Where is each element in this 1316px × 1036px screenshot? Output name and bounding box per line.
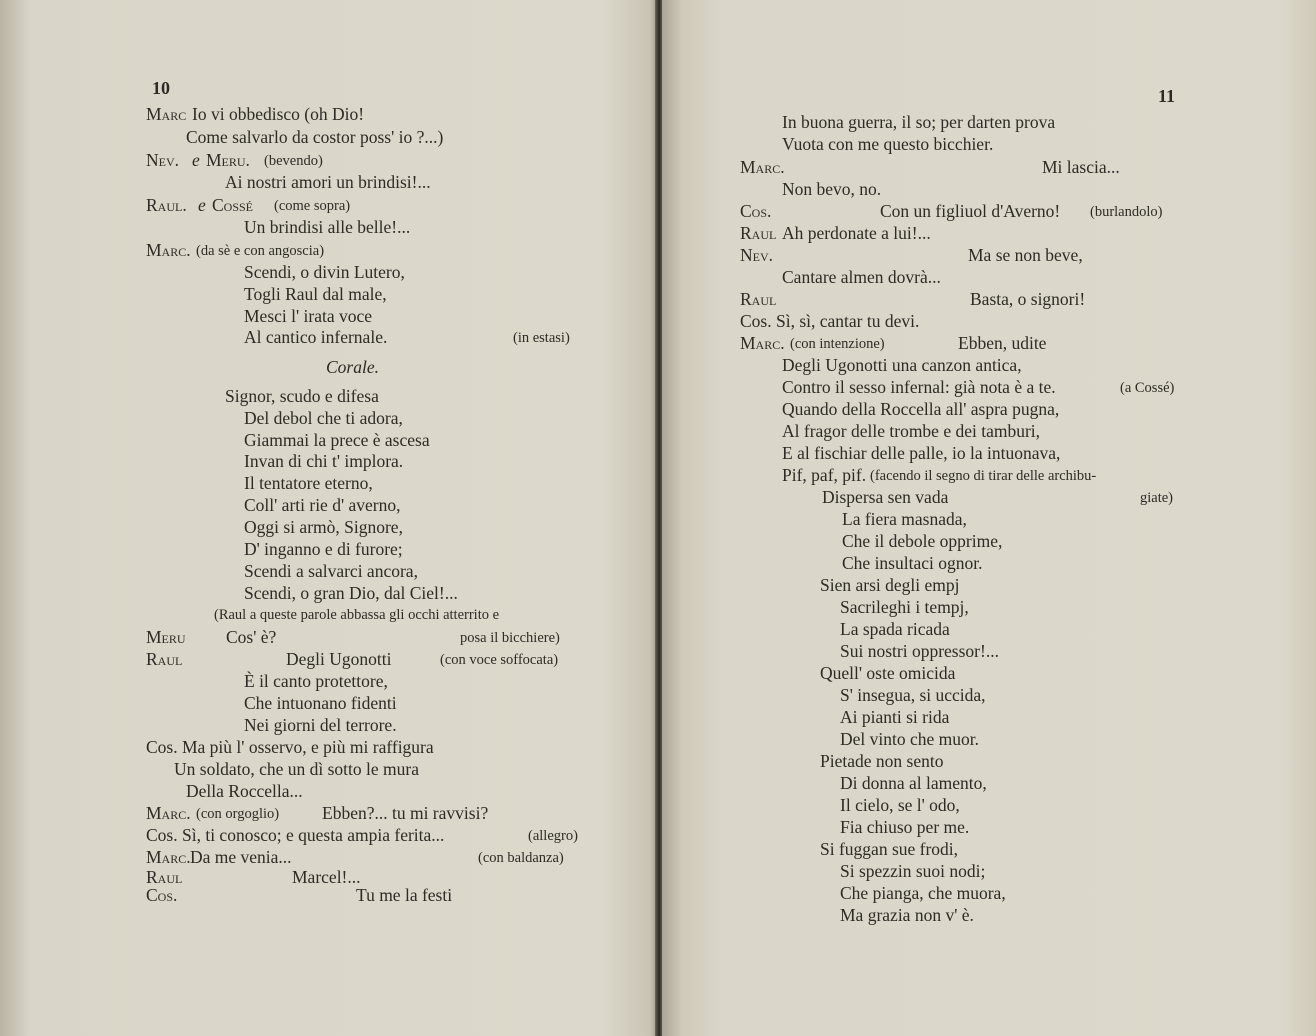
text-line: La fiera masnada, (842, 509, 967, 529)
speaker: Marc. (740, 157, 785, 177)
text-line: Il cielo, se l' odo, (840, 795, 960, 815)
stage-direction: (Raul a queste parole abbassa gli occhi atterrito e (214, 607, 500, 623)
stage-direction: posa il bicchiere) (460, 630, 560, 646)
right-page (662, 0, 1316, 1036)
speaker: Cos. (146, 885, 178, 905)
text-line: Ma se non beve, (968, 245, 1083, 265)
text-line: Sui nostri oppressor!... (840, 641, 999, 661)
speaker: Raul (740, 289, 777, 309)
text-line: Pietade non sento (820, 751, 944, 771)
stage-direction: (come sopra) (274, 198, 351, 214)
text-line: Scendi, o divin Lutero, (244, 262, 405, 282)
text-line: Ma grazia non v' è. (840, 905, 974, 925)
speaker: Nev. (740, 245, 774, 265)
text-line: Sien arsi degli empj (820, 575, 960, 595)
stage-direction: (con intenzione) (790, 336, 885, 352)
text-line: Un brindisi alle belle!... (244, 217, 411, 237)
text-line: E al fischiar delle palle, io la intuonava, (782, 443, 1061, 463)
text-line: Al fragor delle trombe e dei tamburi, (782, 421, 1041, 441)
speaker: Marc. (740, 333, 785, 353)
text-line: Degli Ugonotti (286, 649, 392, 669)
text-line: Dispersa sen vada (822, 487, 949, 507)
text-line: Vuota con me questo bicchier. (782, 134, 994, 154)
text-line: Mesci l' irata voce (244, 306, 373, 326)
text-line: Che insultaci ognor. (842, 553, 983, 573)
text-line: Pif, paf, pif. (782, 465, 867, 485)
text-line: Al cantico infernale. (244, 327, 388, 347)
speaker: Marc (146, 104, 187, 124)
text-line: Giammai la prece è ascesa (244, 430, 430, 450)
text-line: Della Roccella... (186, 781, 303, 801)
text-line: Scendi, o gran Dio, dal Ciel!... (244, 583, 458, 603)
text-line: Basta, o signori! (970, 289, 1086, 309)
text-line: e (192, 150, 200, 170)
speaker: Cos. (740, 201, 772, 221)
text-line: Ebben, udite (958, 333, 1047, 353)
text-line: Di donna al lamento, (840, 773, 987, 793)
text-line: Togli Raul dal male, (244, 284, 387, 304)
text-line: Non bevo, no. (782, 179, 882, 199)
text-line: Che pianga, che muora, (840, 883, 1006, 903)
speaker: Raul (146, 867, 183, 887)
text-line: La spada ricada (840, 619, 950, 639)
stage-direction: (con baldanza) (478, 850, 564, 866)
stage-direction: (in estasi) (513, 330, 570, 346)
text-line: Con un figliuol d'Averno! (880, 201, 1061, 221)
speaker: Cossé (212, 195, 254, 215)
text-line: Sacrileghi i tempj, (840, 597, 969, 617)
text-line: Ai pianti si rida (840, 707, 950, 727)
text-line: Cos. Sì, sì, cantar tu devi. (740, 311, 920, 331)
speaker: Marc. (146, 803, 191, 823)
text-line: Come salvarlo da costor poss' io ?...) (186, 127, 444, 147)
text-line: Cantare almen dovrà... (782, 267, 941, 287)
stage-direction: (burlandolo) (1090, 204, 1163, 220)
stage-direction: (allegro) (528, 828, 578, 844)
stage-direction: (facendo il segno di tirar delle archibu- (870, 468, 1097, 484)
speaker: Marc. (146, 847, 191, 867)
text-line: Oggi si armò, Signore, (244, 517, 403, 537)
speaker: Marc. (146, 240, 191, 260)
text-line: Da me venia... (190, 847, 292, 867)
left-page (0, 0, 656, 1036)
speaker: Raul (146, 649, 183, 669)
text-line: Ebben?... tu mi ravvisi? (322, 803, 489, 823)
text-line: Signor, scudo e difesa (225, 386, 379, 406)
text-line: Del vinto che muor. (840, 729, 980, 749)
text-line: Cos. Ma più l' osservo, e più mi raffigura (146, 737, 434, 757)
text-line: È il canto protettore, (244, 671, 388, 691)
stage-direction: (con voce soffocata) (440, 652, 559, 668)
text-line: e (198, 195, 206, 215)
section-title: Corale. (326, 357, 379, 377)
speaker: Nev. (146, 150, 180, 170)
text-line: Del debol che ti adora, (244, 408, 403, 428)
text-line: Mi lascia... (1042, 157, 1120, 177)
text-line: Marcel!... (292, 867, 361, 887)
text-line: Io vi obbedisco (oh Dio! (192, 104, 365, 124)
text-line: Scendi a salvarci ancora, (244, 561, 418, 581)
text-line: Un soldato, che un dì sotto le mura (174, 759, 419, 779)
text-line: Coll' arti rie d' averno, (244, 495, 401, 515)
text-line: Tu me la festi (356, 885, 453, 905)
text-line: Quando della Roccella all' aspra pugna, (782, 399, 1060, 419)
text-line: Contro il sesso infernal: già nota è a te. (782, 377, 1056, 397)
text-line: D' inganno e di furore; (244, 539, 403, 559)
speaker: Raul (740, 223, 777, 243)
speaker: Meru. (206, 150, 250, 170)
stage-direction: (con orgoglio) (196, 806, 280, 822)
text-line: Degli Ugonotti una canzon antica, (782, 355, 1022, 375)
text-line: Che intuonano fidenti (244, 693, 397, 713)
text-line: Fia chiuso per me. (840, 817, 970, 837)
text-line: S' insegua, si uccida, (840, 685, 986, 705)
text-line: Cos. Sì, ti conosco; e questa ampia ferita... (146, 825, 445, 845)
stage-direction: (bevendo) (264, 153, 323, 169)
stage-direction: giate) (1140, 490, 1174, 506)
text-line: Ai nostri amori un brindisi!... (225, 172, 431, 192)
text-line: Il tentatore eterno, (244, 473, 373, 493)
text-line: Quell' oste omicida (820, 663, 956, 683)
speaker: Meru (146, 627, 186, 647)
page-number-right: 11 (1158, 86, 1176, 106)
page-number-left: 10 (152, 78, 170, 98)
text-line: In buona guerra, il so; per darten prova (782, 112, 1056, 132)
text-line: Che il debole opprime, (842, 531, 1003, 551)
text-line: Nei giorni del terrore. (244, 715, 397, 735)
speaker: Raul. (146, 195, 187, 215)
text-line: Invan di chi t' implora. (244, 451, 404, 471)
text-line: Ah perdonate a lui!... (782, 223, 931, 243)
stage-direction: (a Cossé) (1120, 380, 1175, 396)
text-line: Si spezzin suoi nodi; (840, 861, 986, 881)
text-line: Si fuggan sue frodi, (820, 839, 959, 859)
stage-direction: (da sè e con angoscia) (196, 243, 325, 259)
text-line: Cos' è? (226, 627, 277, 647)
